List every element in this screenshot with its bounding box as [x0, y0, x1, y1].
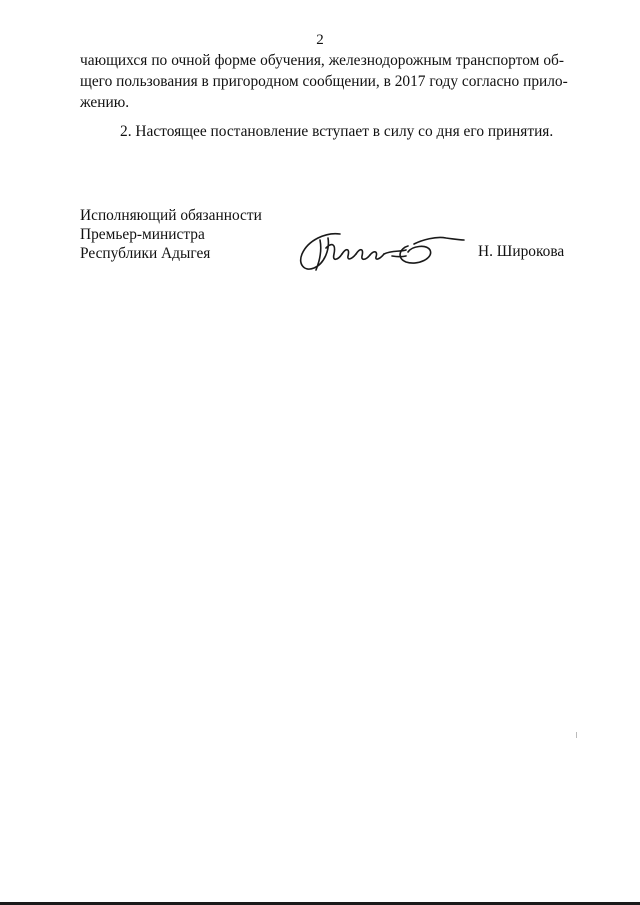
signer-title-line: Исполняющий обязанности: [80, 207, 262, 224]
scan-artifact: [576, 732, 577, 738]
page-number: 2: [316, 32, 324, 48]
paragraph-line: чающихся по очной форме обучения, железнодорожным транспортом об-: [80, 52, 564, 69]
signer-name: Н. Широкова: [478, 243, 565, 260]
signer-title-block: [80, 206, 262, 263]
handwritten-signature: [296, 226, 466, 278]
paragraph-effective-date: 2. Настоящее постановление вступает в силу со дня его принятия.: [120, 123, 554, 140]
paragraph-line: жению.: [80, 94, 130, 111]
paragraph-line: щего пользования в пригородном сообщении, в 2017 году согласно прило-: [80, 73, 568, 90]
signer-title-line: Республики Адыгея: [80, 245, 211, 262]
signer-title-line: Премьер-министра: [80, 226, 205, 243]
continuation-paragraph: [80, 50, 568, 113]
